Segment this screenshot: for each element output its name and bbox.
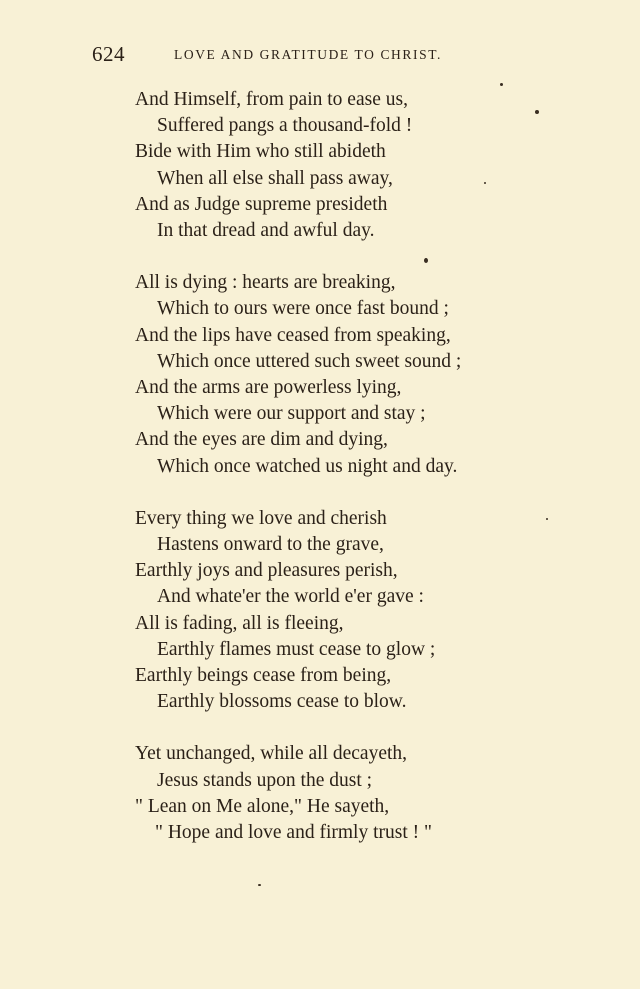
ink-speck [500,83,503,86]
poem-line: Bide with Him who still abideth [135,141,386,163]
poem-line: Which once uttered such sweet sound ; [157,350,462,372]
stanza-4 [0,741,640,846]
stanza-2 [0,270,640,480]
stanza-3 [0,506,640,716]
ink-speck [258,884,261,886]
poem-line: Hastens onward to the grave, [157,534,384,556]
poem-line: When all else shall pass away, [157,167,393,189]
ink-speck [484,182,486,184]
poem-line: All is dying : hearts are breaking, [135,272,396,294]
page-header [0,38,640,68]
page-number: 624 [92,42,125,66]
poem-line: " Lean on Me alone," He sayeth, [135,795,390,817]
poem-line: In that dread and awful day. [157,220,375,242]
poem-line: And whate'er the world e'er gave : [157,586,424,608]
poem-line: All is fading, all is fleeing, [135,612,344,634]
ink-speck [535,110,539,114]
running-title: LOVE AND GRATITUDE TO CHRIST. [174,47,443,62]
poem-line: Which to ours were once fast bound ; [157,298,449,320]
poem-line: Which were our support and stay ; [157,403,426,425]
poem-line: And the eyes are dim and dying, [135,429,388,451]
poem-line: And the lips have ceased from speaking, [135,324,451,346]
ink-speck [546,518,548,520]
poem [0,87,640,872]
stanza-1 [0,87,640,244]
poem-line: " Hope and love and firmly trust ! " [155,822,432,844]
poem-line: And Himself, from pain to ease us, [135,89,408,110]
poem-line: Earthly flames must cease to glow ; [157,638,436,660]
poem-line: Earthly beings cease from being, [135,665,392,687]
poem-line: Earthly joys and pleasures perish, [135,560,398,582]
ink-speck [424,258,428,263]
poem-line: Which once watched us night and day. [157,455,458,477]
poem-line: Earthly blossoms cease to blow. [157,691,407,713]
poem-line: And the arms are powerless lying, [135,377,402,399]
poem-line: And as Judge supreme presideth [135,193,388,215]
poem-line: Yet unchanged, while all decayeth, [135,743,408,765]
poem-line: Every thing we love and cherish [135,507,387,529]
poem-line: Jesus stands upon the dust ; [157,769,373,791]
poem-line: Suffered pangs a thousand-fold ! [157,115,413,137]
